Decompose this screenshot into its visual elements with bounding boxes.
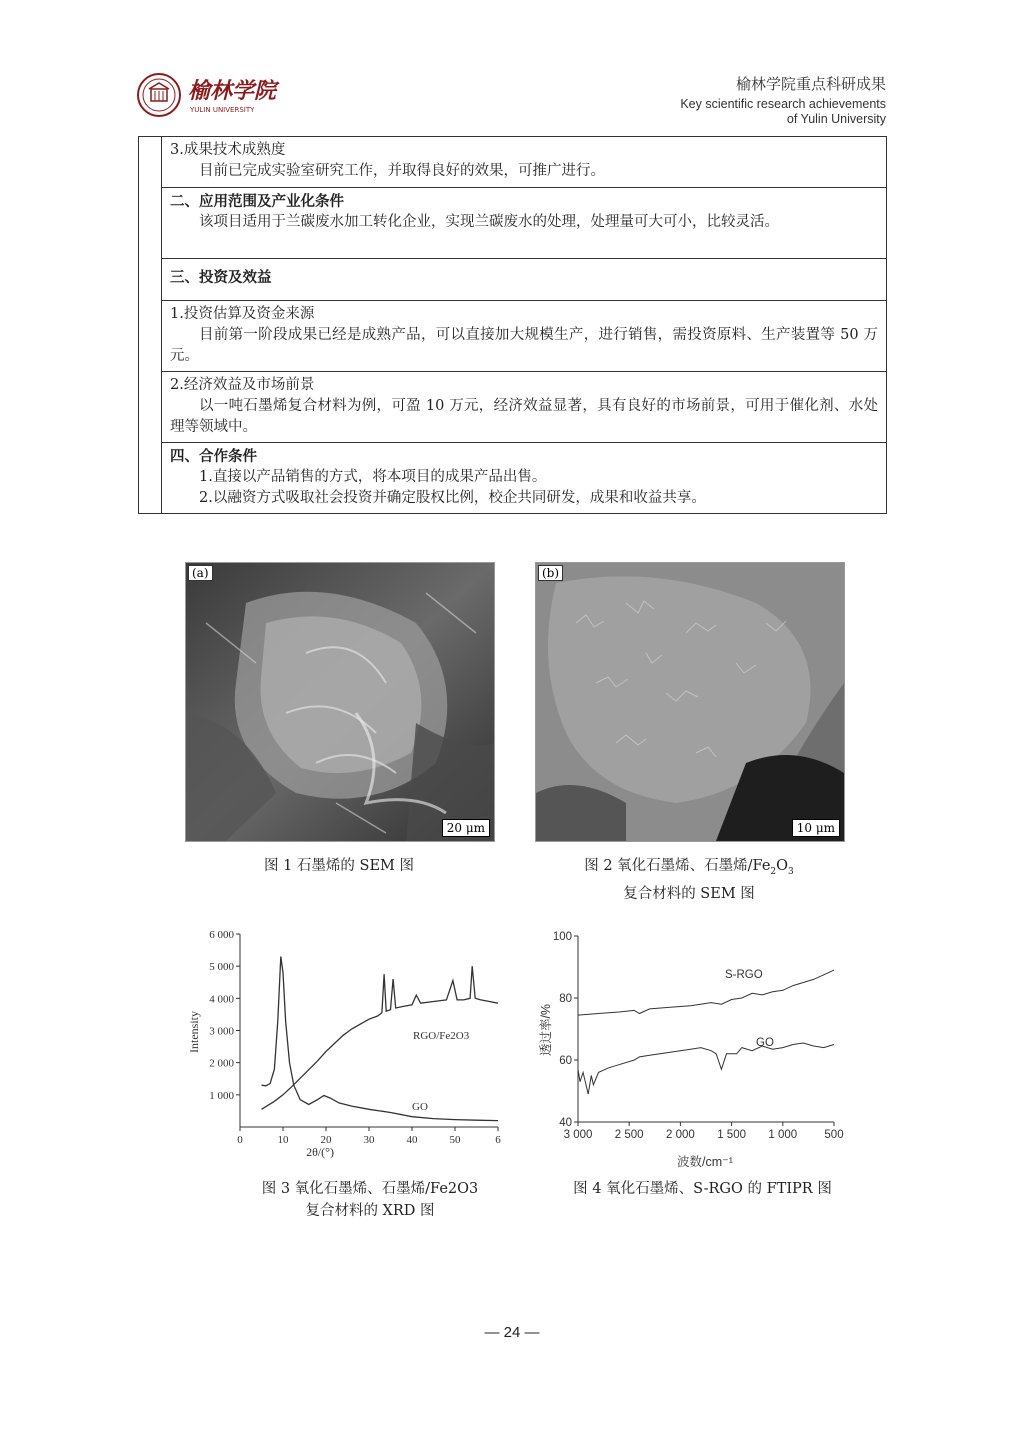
benefit-cell [162,372,887,443]
sem-label-a: (a) [188,565,213,581]
header-title [680,76,886,127]
figure-3-caption [220,1178,520,1222]
xrd-chart [180,922,510,1167]
y-tick-label: 80 [559,993,572,1005]
fig2-caption-mid: O [776,858,789,874]
scale-bar-b: 10 μm [792,819,840,837]
maturity-cell [162,137,887,188]
y-axis-label: Intensity [187,1011,201,1053]
y-tick-label: 40 [559,1117,572,1129]
y-axis-label: 透过率/% [539,1003,553,1057]
ftir-series [578,970,834,1094]
application-cell [162,188,887,259]
table-row [139,259,887,301]
series-label-0: GO [412,1101,428,1113]
x-tick-label: 10 [277,1134,289,1146]
cooperation-item-2: 2.以融资方式吸取社会投资并确定股权比例，校企共同研发，成果和收益共享。 [199,490,706,506]
fig2-caption-sub1: 2 [770,866,777,877]
table-row [139,301,887,372]
y-tick-label: 4 000 [209,993,234,1006]
maturity-title: 3.成果技术成熟度 [170,142,286,158]
benefit-body: 以一吨石墨烯复合材料为例，可盈 10 万元，经济效益显著，具有良好的市场前景，可用于催化剂、水处理等领域中。 [170,398,878,435]
page-number: — 24 — [484,1324,540,1341]
maturity-body: 目前已完成实验室研究工作，并取得良好的效果，可推广进行。 [199,163,605,179]
scale-bar-a: 20 μm [442,819,490,837]
cooperation-cell [162,443,887,514]
series-label-0: S-RGO [725,969,763,981]
sem-image-b [535,562,845,842]
figure-4-caption: 图 4 氧化石墨烯、S-RGO 的 FTIPR 图 [573,1181,832,1197]
table-row [139,188,887,259]
y-tick-label: 2 000 [209,1057,234,1070]
series-label-1: GO [756,1037,774,1049]
y-tick-label: 6 000 [209,929,234,941]
logo-subtitle: YULIN UNIVERSITY [190,106,255,114]
sem-photo-a [186,563,494,841]
x-tick-label: 40 [406,1134,418,1146]
header-title-en-2: of Yulin University [786,112,886,126]
header-title-en-1: Key scientific research achievements [680,97,886,111]
cooperation-item-1: 1.直接以产品销售的方式，将本项目的成果产品出售。 [199,469,547,485]
header-title-cn: 榆林学院重点科研成果 [735,76,886,93]
investment-cell [162,259,887,301]
figure-1-caption: 图 1 石墨烯的 SEM 图 [263,858,415,874]
xrd-labels [187,929,501,1159]
x-tick-label: 30 [363,1134,375,1146]
x-tick-label: 500 [824,1129,844,1141]
series-line-1 [578,1043,834,1094]
benefit-title: 2.经济效益及市场前景 [170,377,315,393]
sem-image-a [185,562,495,842]
table-row [139,443,887,514]
series-label-1: RGO/Fe2O3 [413,1030,470,1042]
x-tick-label: 1 000 [768,1129,798,1141]
y-tick-label: 1 000 [209,1089,234,1102]
y-tick-label: 100 [552,931,572,943]
x-tick-label: 2 500 [614,1129,644,1141]
logo-graphic [136,72,296,118]
y-tick-label: 5 000 [209,961,234,974]
fig2-caption-sub2: 3 [788,866,794,877]
x-tick-label: 50 [449,1134,461,1146]
application-title: 二、应用范围及产业化条件 [170,193,344,210]
fig2-caption-text: 图 2 氧化石墨烯、石墨烯/Fe [584,858,771,874]
figure-2-caption [535,855,843,905]
x-axis-label: 波数/cm⁻¹ [677,1155,733,1169]
x-axis-label: 2θ/(°) [306,1145,334,1159]
x-tick-label: 1 500 [717,1129,746,1141]
cooperation-title: 四、合作条件 [170,448,257,465]
fig3-caption-line2: 复合材料的 XRD 图 [305,1203,435,1219]
estimate-cell [162,301,887,372]
estimate-body: 目前第一阶段成果已经是成熟产品，可以直接加大规模生产，进行销售，需投资原料、生产装置等 50 万元。 [170,327,878,364]
side-column [139,137,162,514]
x-tick-label: 20 [320,1134,332,1146]
y-tick-label: 3 000 [209,1025,234,1038]
investment-title: 三、投资及效益 [170,269,272,286]
fig2-caption-line2: 复合材料的 SEM 图 [623,885,755,902]
table-row [139,372,887,443]
ftir-axes [574,936,834,1126]
application-body: 该项目适用于兰碳废水加工转化企业，实现兰碳废水的处理，处理量可大可小，比较灵活。 [199,214,779,230]
fig3-caption-line1: 图 3 氧化石墨烯、石墨烯/Fe2O3 [261,1181,479,1197]
table-row [139,137,887,188]
x-tick-label: 6 [495,1134,501,1146]
x-tick-label: 2 000 [666,1129,695,1141]
ftir-labels [538,931,844,1169]
sem-photo-b [536,563,844,841]
x-tick-label: 3 000 [563,1129,593,1141]
estimate-title: 1.投资估算及资金来源 [170,306,315,322]
ftir-chart [530,922,860,1172]
sem-label-b: (b) [538,565,563,581]
svg-text:榆林学院: 榆林学院 [188,78,277,104]
university-logo [136,72,296,118]
x-tick-label: 0 [237,1134,243,1146]
y-tick-label: 60 [559,1055,572,1067]
series-line-0 [578,970,834,1015]
content-table [138,136,887,514]
